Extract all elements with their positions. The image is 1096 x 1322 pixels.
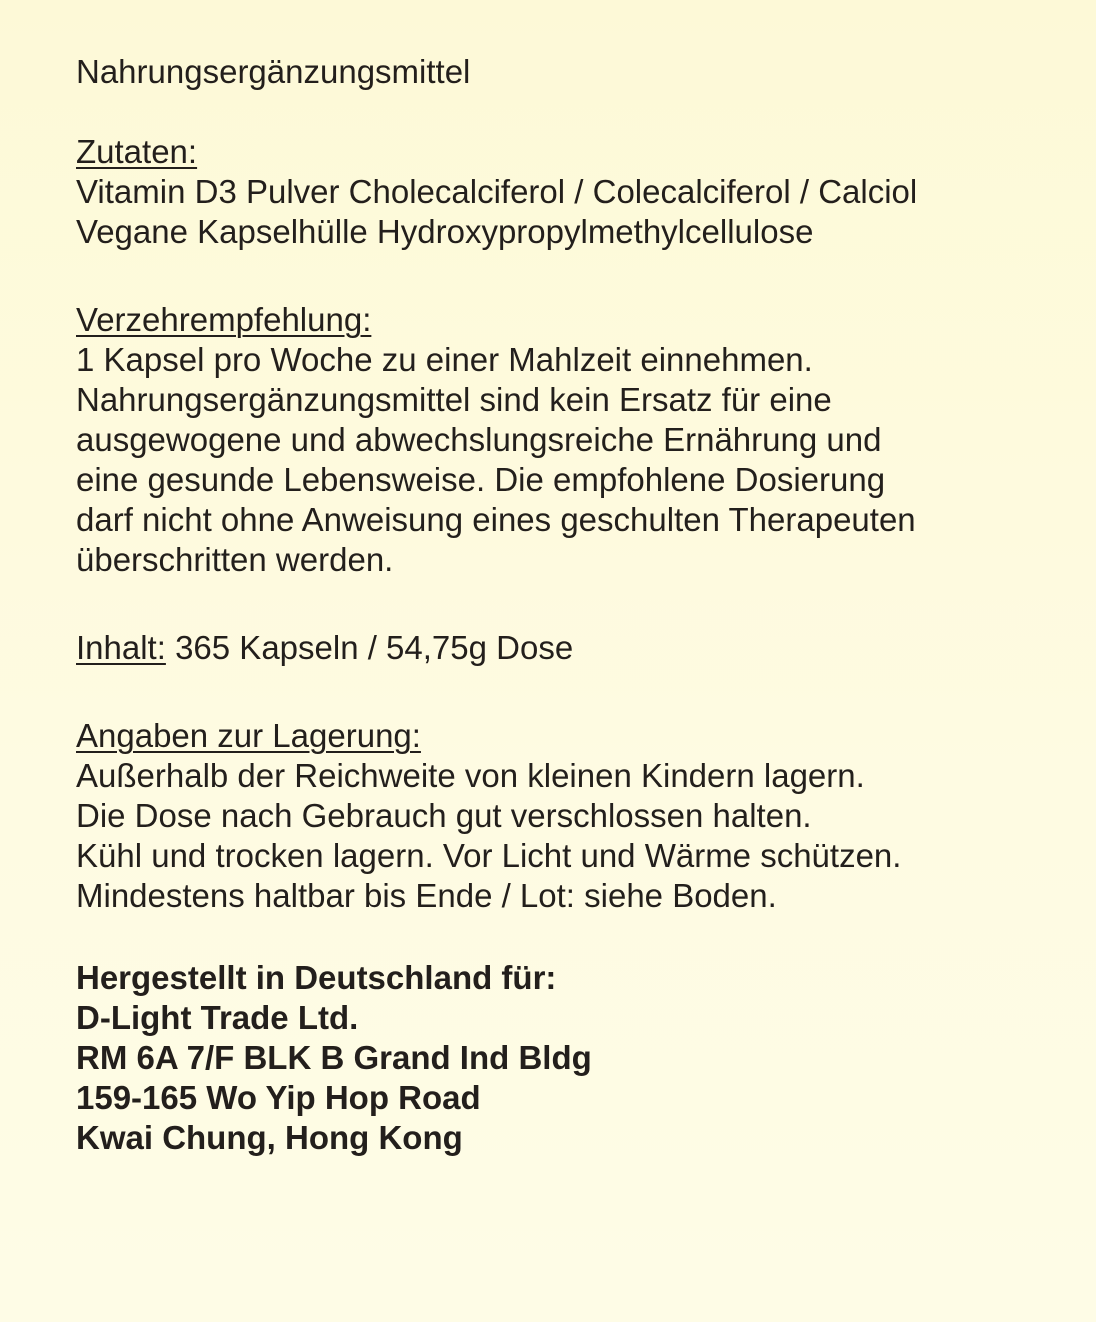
ingredient-line: Vegane Kapselhülle Hydroxypropylmethylcellulose [76,213,814,250]
recommendation-line: eine gesunde Lebensweise. Die empfohlene Dosierung [76,461,886,498]
manufacturer-address-line: 159-165 Wo Yip Hop Road [76,1079,481,1116]
recommendation-line: darf nicht ohne Anweisung eines geschulten Therapeuten [76,501,916,538]
recommendation-line: 1 Kapsel pro Woche zu einer Mahlzeit einnehmen. [76,341,813,378]
spacer [76,252,1076,300]
contents-value: 365 Kapseln / 54,75g Dose [165,629,574,666]
spacer [76,92,1076,132]
recommendation-section [76,300,1076,580]
spacer [76,916,1076,958]
storage-line: Kühl und trocken lagern. Vor Licht und Wärme schützen. [76,837,902,874]
manufacturer-section [76,958,1076,1158]
storage-heading: Angaben zur Lagerung: [76,717,421,754]
product-label [76,52,1076,1158]
manufacturer-name: D-Light Trade Ltd. [76,999,359,1036]
product-type: Nahrungsergänzungsmittel [76,53,471,90]
storage-line: Mindestens haltbar bis Ende / Lot: siehe Boden. [76,877,777,914]
recommendation-line: Nahrungsergänzungsmittel sind kein Ersatz für eine [76,381,832,418]
contents-heading: Inhalt: [76,629,166,666]
contents-line [76,628,1076,668]
storage-line: Außerhalb der Reichweite von kleinen Kindern lagern. [76,757,865,794]
storage-section [76,716,1076,916]
contents-section [76,628,1076,668]
ingredient-line: Vitamin D3 Pulver Cholecalciferol / Colecalciferol / Calciol [76,173,918,210]
ingredients-section [76,132,1076,252]
recommendation-line: ausgewogene und abwechslungsreiche Ernährung und [76,421,882,458]
spacer [76,668,1076,716]
spacer [76,580,1076,628]
manufacturer-address-line: Kwai Chung, Hong Kong [76,1119,463,1156]
manufacturer-heading: Hergestellt in Deutschland für: [76,959,557,996]
ingredients-heading: Zutaten: [76,133,198,170]
manufacturer-address-line: RM 6A 7/F BLK B Grand Ind Bldg [76,1039,592,1076]
recommendation-line: überschritten werden. [76,541,394,578]
storage-line: Die Dose nach Gebrauch gut verschlossen halten. [76,797,812,834]
recommendation-heading: Verzehrempfehlung: [76,301,372,338]
